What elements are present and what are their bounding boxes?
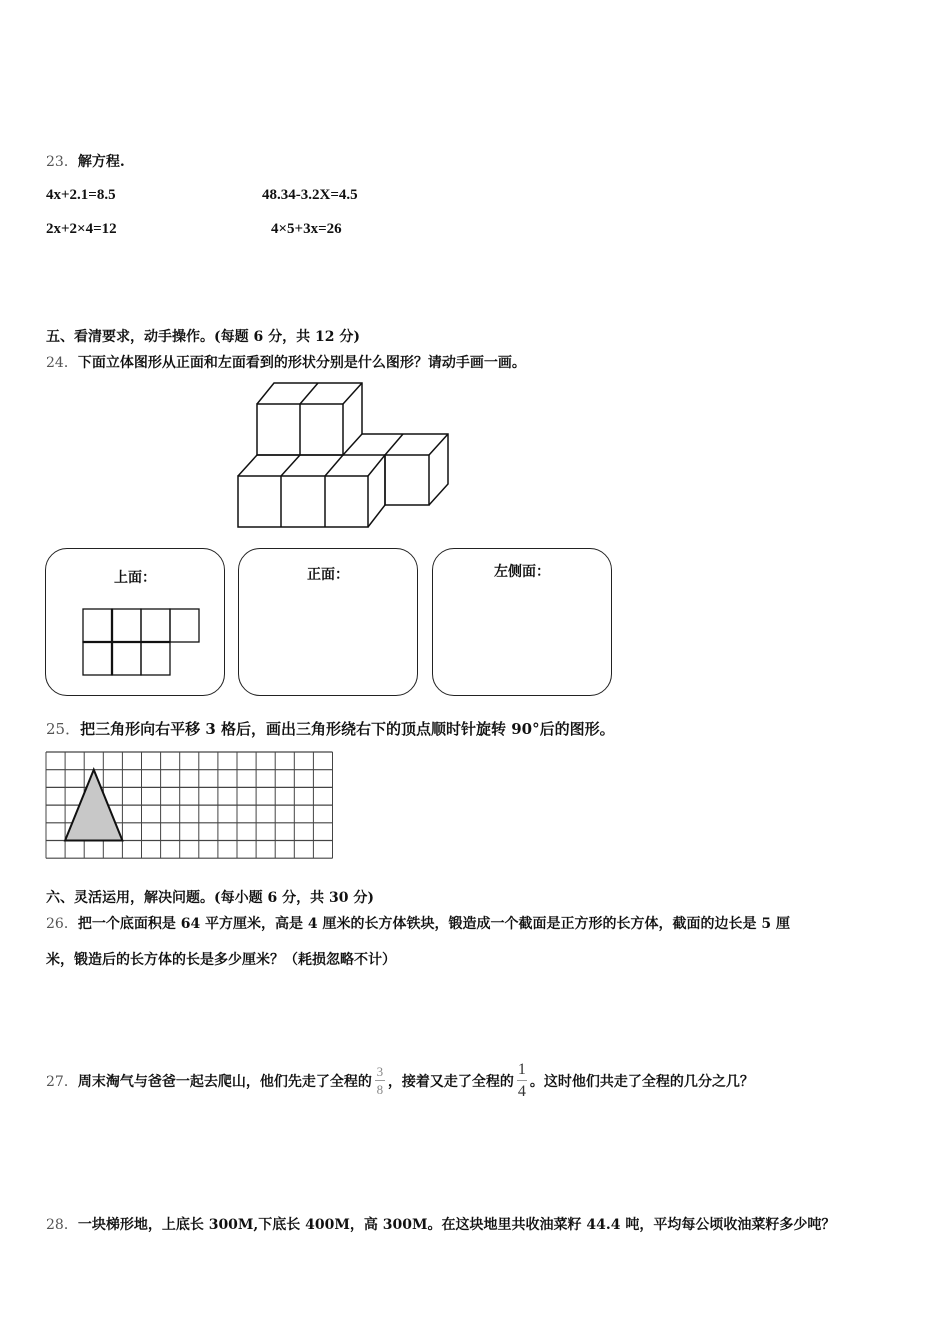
q26-text-2: 米，锻造后的长方体的长是多少厘米？（耗损忽略不计） <box>46 952 396 968</box>
top-view-label: 上面： <box>114 570 156 586</box>
equation-4: 4×5+3x=26 <box>271 221 342 237</box>
q28-text: 一块梯形地，上底长 300M,下底长 400M，高 300M。在这块地里共收油菜籽 44.4 吨，平均每公顷收油菜籽多少吨？ <box>77 1217 836 1233</box>
top-view-box <box>45 548 225 696</box>
fraction-denominator: 8 <box>376 1082 384 1097</box>
q25-number: 25． <box>46 720 81 738</box>
equation-1: 4x+2.1=8.5 <box>46 187 116 203</box>
q26-text-1: 把一个底面积是 64 平方厘米，高是 4 厘米的长方体铁块，锻造成一个截面是正方形的长方体，截面的边长是 5 厘 <box>77 916 791 932</box>
equation-3: 2x+2×4=12 <box>46 221 117 237</box>
q24-heading <box>46 354 526 372</box>
equation-2: 48.34-3.2X=4.5 <box>262 187 358 203</box>
section5-title: 五、看清要求，动手操作。(每题 6 分，共 12 分) <box>46 329 360 345</box>
fraction-denominator: 4 <box>517 1083 526 1100</box>
left-view-label: 左侧面： <box>494 564 550 580</box>
q26-line1 <box>46 915 790 933</box>
cube-figure <box>230 380 460 535</box>
q27-number: 27． <box>46 1073 78 1090</box>
q25-text: 把三角形向右平移 3 格后，画出三角形绕右下的顶点顺时针旋转 90°后的图形。 <box>80 720 615 738</box>
q24-text: 下面立体图形从正面和左面看到的形状分别是什么图形？请动手画一画。 <box>77 355 526 371</box>
q25-heading <box>46 720 615 738</box>
front-view-box[interactable] <box>238 548 418 696</box>
left-view-box[interactable] <box>432 548 612 696</box>
triangle-grid <box>45 751 335 860</box>
q23-number: 23． <box>46 154 78 170</box>
q26-number: 26． <box>46 916 78 932</box>
q23-title: 解方程. <box>77 154 125 170</box>
top-view-grid <box>82 608 202 678</box>
section6-title: 六、灵活运用，解决问题。(每小题 6 分，共 30 分) <box>46 890 374 906</box>
q27-part2: ，接着又走了全程的 <box>387 1073 514 1090</box>
fraction-1-4 <box>517 1060 527 1101</box>
q23-heading <box>46 153 125 171</box>
fraction-numerator: 3 <box>376 1064 384 1079</box>
q28-number: 28． <box>46 1217 78 1233</box>
q27-heading <box>46 1060 754 1101</box>
fraction-numerator: 1 <box>517 1061 526 1078</box>
fraction-3-8 <box>375 1064 385 1097</box>
q27-part1: 周末淘气与爸爸一起去爬山，他们先走了全程的 <box>77 1073 372 1090</box>
q28-heading <box>46 1216 835 1234</box>
q27-part3: 。这时他们共走了全程的几分之几？ <box>529 1073 754 1090</box>
q24-number: 24． <box>46 355 78 371</box>
front-view-label: 正面： <box>307 567 349 583</box>
